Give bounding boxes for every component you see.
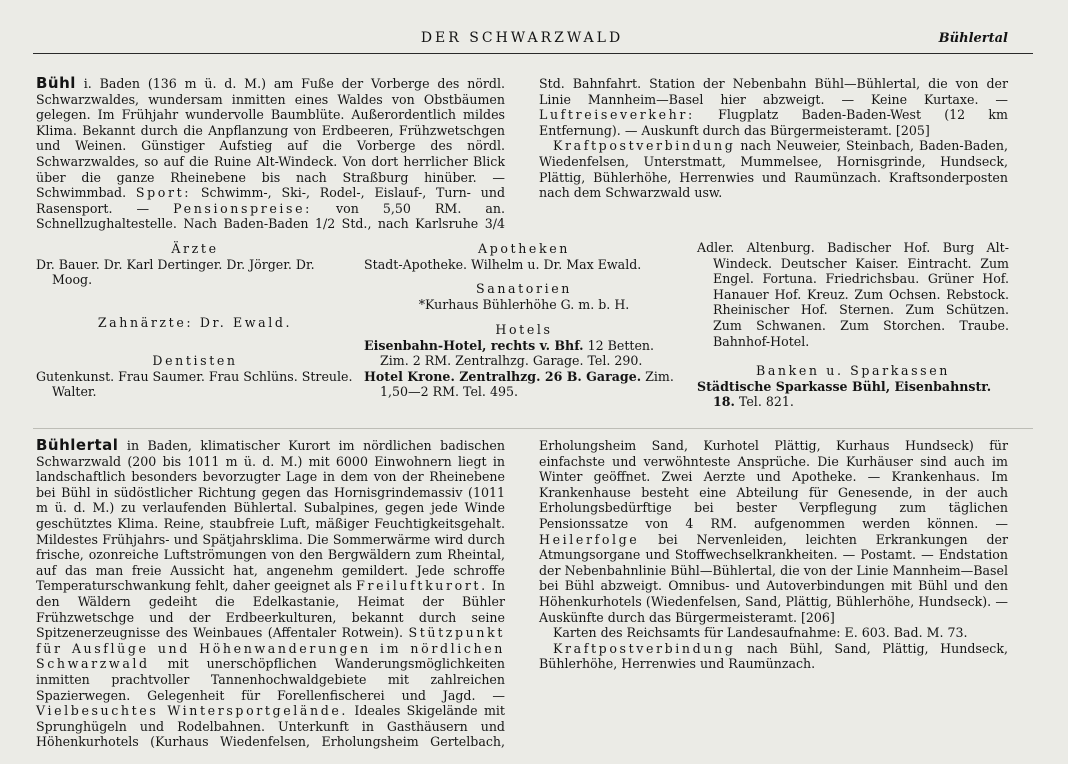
dentisten-block [36,353,354,400]
running-title: DER SCHWARZWALD [420,30,624,46]
entry-divider [33,428,1033,429]
heilerfolge-label: Heilerfolge [539,531,640,547]
gasthoefe-list: Adler. Altenburg. Badischer Hof. Burg Alt-Windeck. Deutscher Kaiser. Eintracht. Zum Engel. Fortuna. Friedrichsbau. Grüner Hof. Hanauer Hof. Kreuz. Zum Ochsen. Rebstock. Rheinischer Hof. Sternen. Zum Schützen. Zum Schwanen. Zum Storchen. Traube. Bahnhof-Hotel. [697,240,1009,349]
buehlertal-paragraph-2: Karten des Reichsamts für Landesaufnahme: E. 603. Bad. M. 73. [553,625,968,641]
running-section: Bühlertal [938,31,1008,46]
gasthoefe-block [697,240,1009,349]
buehlertal-lemma: Bühlertal [36,436,119,454]
apotheken-list: Stadt-Apotheke. Wilhelm u. Dr. Max Ewald. [364,256,642,272]
aerzte-heading: Ärzte [171,241,219,256]
wintersport-label: Vielbesuchtes Wintersportgelände. [36,703,349,719]
luftreiseverkehr-label: Luftreiseverkehr: [539,107,695,123]
bank-sparkasse: Städtische Sparkasse Bühl, Eisenbahnstr. 18. Tel. 821. [697,378,992,410]
apotheken-heading: Apotheken [478,241,570,256]
aerzte-list: Dr. Bauer. Dr. Karl Dertinger. Dr. Jörger. Dr. Moog. [36,256,315,288]
zahnaerzte-line: Zahnärzte: Dr. Ewald. [97,315,293,330]
dentisten-list: Gutenkunst. Frau Saumer. Frau Schlüns. Streule. Walter. [36,368,353,400]
stuetzpunkt-label: Stützpunkt für Ausflüge und Höhenwanderungen im nördlichen Schwarzwald [36,625,505,672]
buehlertal-entry-text [36,438,1008,756]
hotel-eisenbahn: Eisenbahn-Hotel, rechts v. Bhf. 12 Betten. Zim. 2 RM. Zentralhzg. Garage. Tel. 290. [364,337,655,369]
sport-label: Sport: [135,185,192,201]
buehl-paragraph-1: Bühl i. Baden (136 m ü. d. M.) am Fuße der Vorberge des nördl. Schwarzwaldes, wundersam inmitten eines Waldes von Obstbäumen gelegen. Im Frühjahr wundervolle Baumblüte. Außerordentlich mildes Klima. Bekannt durch die Anpflanzung von Erdbeeren, Frühzwetschgen und Weinen. Günstiger Aufstieg auf die Vorberge des nördl. Schwarzwaldes, so auf die Ruine Alt-Windeck. Von dort herrlicher Blick über die ganze Rheinebene bis nach Straßburg hinüber. — Schwimmbad. Sport: Schwimm-, Ski-, Rodel-, Eislauf-, Turn- und Rasensport. — Pensionspreise: von 5,50 RM. an. Schnellzughaltestelle. Nach Baden-Baden 1/2 Std., nach Karlsruhe 3/4 Std. Bahnfahrt. Station der Nebenbahn Bühl—Bühlertal, die von der Linie Mannheim—Basel hier abzweigt. — Keine Kurtaxe. — Luftreiseverkehr: Flugplatz Baden-Baden-West (12 km Entfernung). — Auskunft durch das Bürgermeisteramt. [205] [36,74,1008,232]
running-head [0,30,1068,52]
banken-block [697,363,1009,410]
aerzte-block [36,241,354,288]
sanatorien-heading: Sanatorien [475,281,572,296]
pensionspreise-label: Pensionspreise: [173,200,312,216]
buehlertal-paragraph-1: Bühlertal in Baden, klimatischer Kurort im nördlichen badischen Schwarzwald (200 bis 1011 m ü. d. M.) mit 6000 Einwohnern liegt in landschaftlich besonders bevorzugter Lage in dem von der Rheinebene bei Bühl in südöstlicher Richtung gegen das Hornisgrindemassiv (1011 m ü. d. M.) zu verlaufenden Bühlertal. Subalpines, gegen jede Winde geschütztes Klima. Reine, staubfreie Luft, mäßiger Feuchtigkeitsgehalt. Mildestes Frühjahrs- und Spätjahrsklima. Die Sommerwärme wird durch frische, ozonreiche Luftströmungen von den Bergwäldern zum Rheintal, auf das man freie Aussicht hat, angenehm gemildert. Jede schroffe Temperaturschwankung fehlt, daher geeignet als Freiluftkurort. In den Wäldern gedeiht die Edelkastanie, Heimat der Bühler Frühzwetschge und der Erdbeerkulturen, bekannt durch seine Spitzenerzeugnisse des Weinbaues (Affentaler Rotwein). Stützpunkt für Ausflüge und Höhenwanderungen im nördlichen Schwarzwald mit unerschöpflichen Wanderungsmöglichkeiten inmitten prachtvoller Tannenhochwaldgebiete mit zahlreichen Spazierwegen. Gelegenheit für Forellenfischerei und Jagd. — Vielbesuchtes Wintersportgelände. Ideales Skigelände mit Sprunghügeln und Rodelbahnen. Unterkunft in Gasthäusern und Höhenkurhotels (Kurhaus Wiedenfelsen, Erholungsheim Gertelbach, Erholungsheim Sand, Kurhotel Plättig, Kurhaus Hundseck) für einfachste und verwöhnteste Ansprüche. Die Kurhäuser sind auch im Winter geöffnet. Zwei Aerzte und Apotheke. — Krankenhaus. Im Krankenhause besteht eine Abteilung für Genesende, in der auch Erholungsbedürftige bei bester Verpflegung zum täglichen Pensionssatze von 4 RM. aufgenommen werden können. — Heilerfolge bei Nervenleiden, leichten Erkrankungen der Atmungsorgane und Stoffwechselkrankheiten. — Postamt. — Endstation der Nebenbahnlinie Bühl—Bühlertal, die von der Linie Mannheim—Basel bei Bühl abzweigt. Omnibus- und Autoverbindungen mit Bühl und den Höhenkurhotels (Wiedenfelsen, Sand, Plättig, Bühlerhöhe, Hundseck). — Auskünfte durch das Bürgermeisteramt. [206] [36,436,1008,750]
banken-heading: Banken u. Sparkassen [755,363,951,378]
sanatorien-list: *Kurhaus Bühlerhöhe G. m. b. H. [418,296,630,312]
buehl-lemma: Bühl [36,74,76,92]
hotels-heading: Hotels [495,322,553,337]
freiluftkurort-label: Freiluftkurort. [356,578,488,594]
header-rule [33,53,1033,54]
hotel-krone: Hotel Krone. Zentralhzg. 26 B. Garage. Zim. 1,50—2 RM. Tel. 495. [364,368,674,400]
buehlertal-kraftpost-label: Kraftpostverbindung [553,640,736,656]
dentisten-heading: Dentisten [152,353,238,368]
buehlertal-paragraph-3: Kraftpostverbindung nach Bühl, Sand, Plättig, Hundseck, Bühlerhöhe, Herrenwies und Raumünzach. [539,640,1008,672]
kraftpost-label: Kraftpostverbindung [553,138,736,154]
buehl-entry-text [36,76,1008,232]
buehl-paragraph-2: Kraftpostverbindung nach Neuweier, Steinbach, Baden-Baden, Wiedenfelsen, Unterstmatt, Mummelsee, Hornisgrinde, Hundseck, Plättig, Bühlerhöhe, Herrenwies und Raumünzach. Kraftsonderposten nach dem Schwarzwald usw. [539,138,1008,201]
sanatorien-block [364,281,684,312]
hotels-block [364,322,684,400]
zahnaerzte-block [36,315,354,331]
apotheken-block [364,241,684,272]
